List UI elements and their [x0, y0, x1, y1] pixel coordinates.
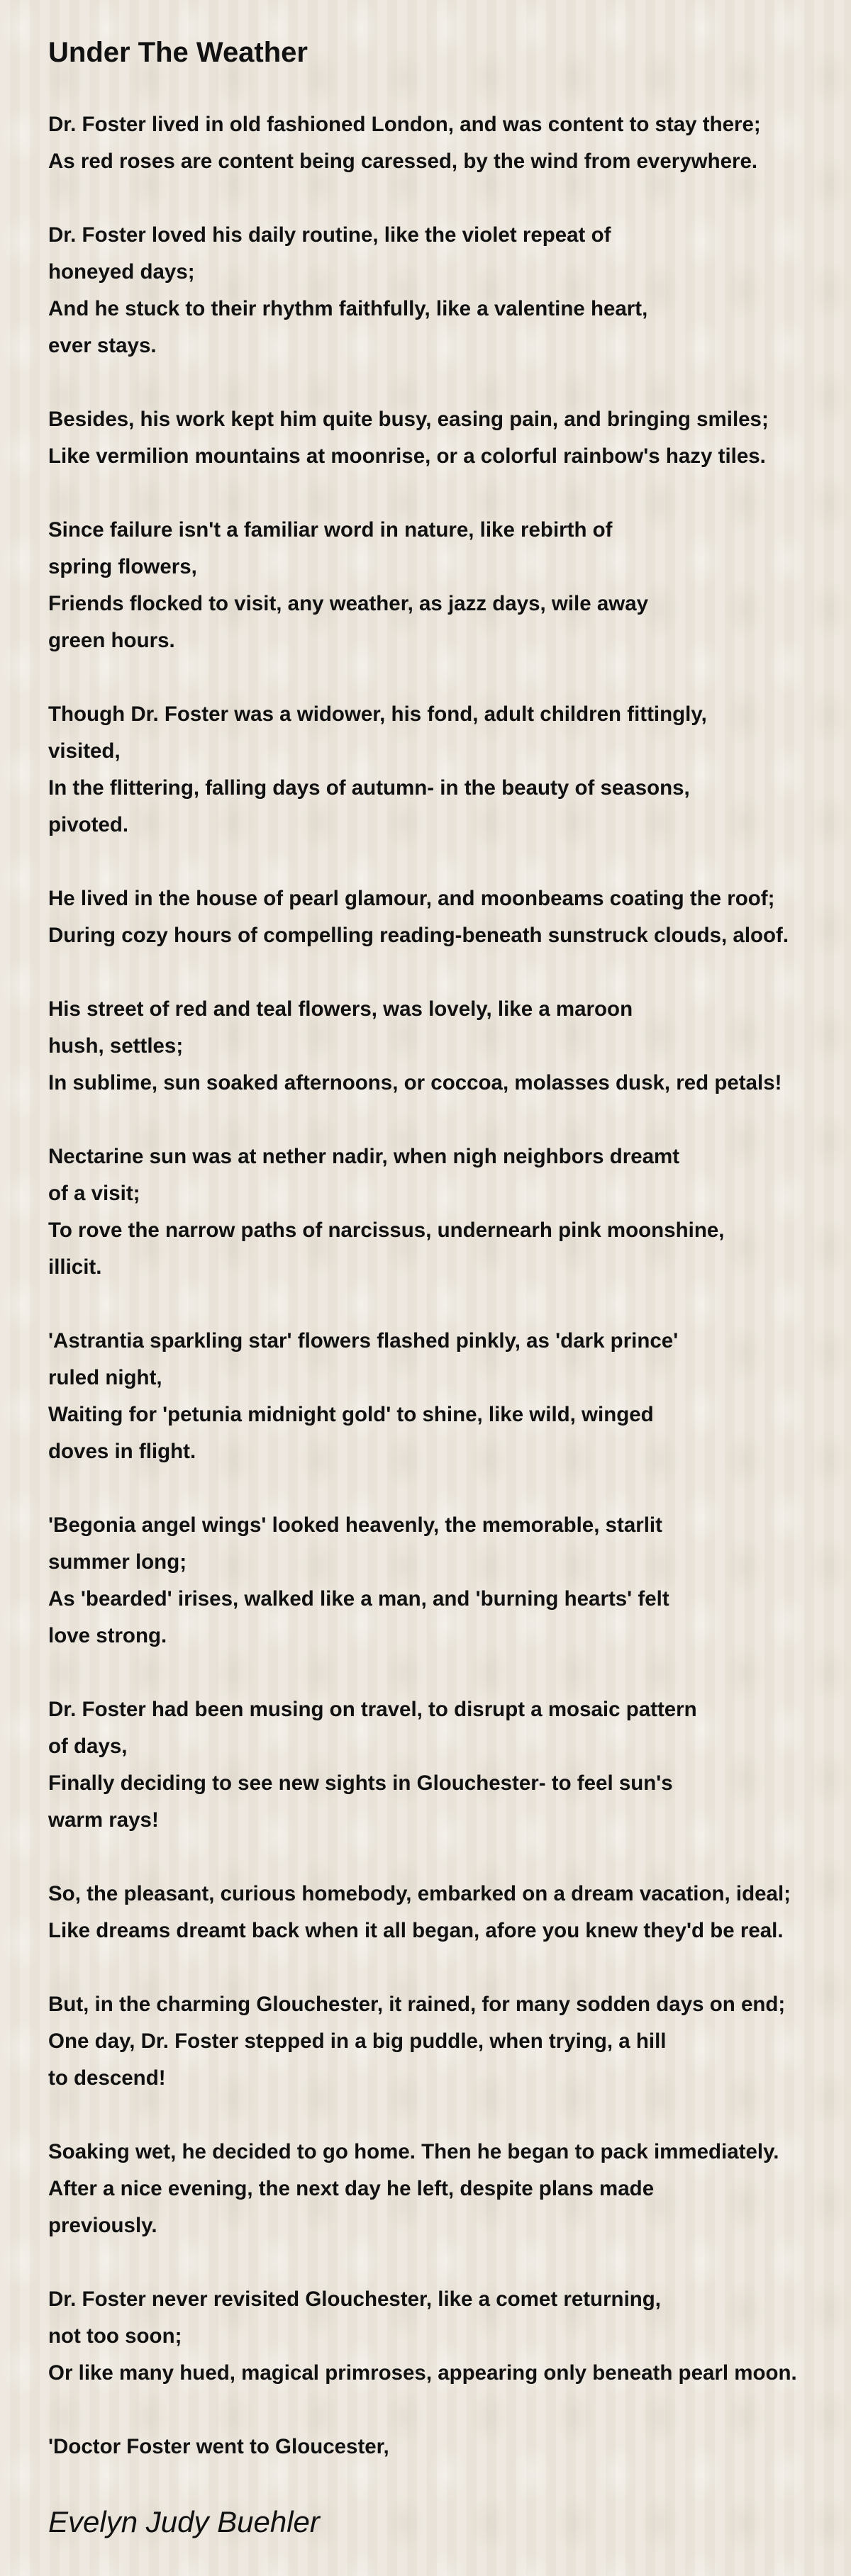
stanza — [48, 1323, 851, 1470]
poem-line: of a visit; — [48, 1182, 140, 1205]
poem-line: not too soon; — [48, 2324, 182, 2348]
poem-line: After a nice evening, the next day he left, despite plans made — [48, 2177, 655, 2200]
poem-line: pivoted. — [48, 813, 129, 836]
stanza — [48, 106, 851, 180]
poem-line: Dr. Foster never revisited Glouchester, like a comet returning, — [48, 2287, 661, 2311]
poem-line: summer long; — [48, 1550, 187, 1574]
poem-line: ruled night, — [48, 1366, 162, 1389]
poem-line: of days, — [48, 1735, 128, 1758]
poem-line: visited, — [48, 739, 121, 763]
poem-line: warm rays! — [48, 1808, 159, 1832]
poem-line: Like dreams dreamt back when it all began, afore you knew they'd be real. — [48, 1919, 784, 1942]
stanza — [48, 991, 851, 1102]
poem-line: Since failure isn't a familiar word in nature, like rebirth of — [48, 518, 613, 542]
poem-line: 'Doctor Foster went to Gloucester, — [48, 2435, 389, 2458]
poem-line: spring flowers, — [48, 555, 197, 578]
poem-line: illicit. — [48, 1255, 102, 1279]
stanza — [48, 880, 851, 954]
stanza — [48, 1507, 851, 1654]
poem-line: Besides, his work kept him quite busy, easing pain, and bringing smiles; — [48, 408, 769, 431]
stanza — [48, 401, 851, 475]
poem-line: honeyed days; — [48, 260, 195, 284]
poem-line: One day, Dr. Foster stepped in a big puddle, when trying, a hill — [48, 2029, 667, 2053]
poem-line: doves in flight. — [48, 1440, 196, 1463]
poem-line: love strong. — [48, 1624, 167, 1647]
stanza — [48, 217, 851, 364]
poem-line: green hours. — [48, 629, 175, 652]
poem-line: During cozy hours of compelling reading-beneath sunstruck clouds, aloof. — [48, 924, 789, 947]
poem-line: to descend! — [48, 2066, 166, 2090]
stanza — [48, 2134, 851, 2244]
poem-line: But, in the charming Glouchester, it rained, for many sodden days on end; — [48, 1993, 786, 2016]
poem-line: He lived in the house of pearl glamour, and moonbeams coating the roof; — [48, 887, 775, 910]
stanza — [48, 512, 851, 659]
poem-line: Dr. Foster had been musing on travel, to disrupt a mosaic pattern — [48, 1698, 697, 1721]
poem-line: 'Astrantia sparkling star' flowers flashed pinkly, as 'dark prince' — [48, 1329, 679, 1353]
stanza — [48, 1691, 851, 1839]
poem-title: Under The Weather — [48, 37, 308, 68]
poem-line: And he stuck to their rhythm faithfully, like a valentine heart, — [48, 297, 648, 320]
stanza — [48, 1986, 851, 2097]
poem-line: Dr. Foster lived in old fashioned London, and was content to stay there; — [48, 113, 761, 136]
poem-line: Like vermilion mountains at moonrise, or a colorful rainbow's hazy tiles. — [48, 444, 766, 468]
poem-body — [48, 106, 851, 2502]
poem-line: Waiting for 'petunia midnight gold' to shine, like wild, winged — [48, 1403, 654, 1426]
stanza — [48, 696, 851, 844]
stanza — [48, 2429, 851, 2465]
poem-line: previously. — [48, 2214, 157, 2237]
poem-line: As red roses are content being caressed, by the wind from everywhere. — [48, 150, 758, 173]
poem-line: In the flittering, falling days of autumn- in the beauty of seasons, — [48, 776, 690, 800]
poem-line: Soaking wet, he decided to go home. Then he began to pack immediately. — [48, 2140, 779, 2163]
poem-line: So, the pleasant, curious homebody, embarked on a dream vacation, ideal; — [48, 1882, 791, 1905]
poem-line: Dr. Foster loved his daily routine, like the violet repeat of — [48, 223, 611, 247]
poem-author[interactable]: Evelyn Judy Buehler — [48, 2505, 320, 2538]
poem-line: Though Dr. Foster was a widower, his fond, adult children fittingly, — [48, 702, 707, 726]
stanza — [48, 1876, 851, 1949]
poem-line: Nectarine sun was at nether nadir, when nigh neighbors dreamt — [48, 1145, 680, 1168]
poem-line: Finally deciding to see new sights in Glouchester- to feel sun's — [48, 1771, 673, 1795]
poem-line: Friends flocked to visit, any weather, as jazz days, wile away — [48, 592, 649, 615]
poem-line: hush, settles; — [48, 1034, 184, 1058]
stanza — [48, 2281, 851, 2392]
poem-line: His street of red and teal flowers, was lovely, like a maroon — [48, 997, 633, 1021]
poem-line: In sublime, sun soaked afternoons, or coccoa, molasses dusk, red petals! — [48, 1071, 782, 1094]
poem-line: ever stays. — [48, 334, 157, 357]
poem-line: 'Begonia angel wings' looked heavenly, the memorable, starlit — [48, 1513, 662, 1537]
poem-line: As 'bearded' irises, walked like a man, and 'burning hearts' felt — [48, 1587, 669, 1611]
poem-line: Or like many hued, magical primroses, appearing only beneath pearl moon. — [48, 2361, 797, 2385]
poem-line: To rove the narrow paths of narcissus, undernearh pink moonshine, — [48, 1219, 725, 1242]
stanza — [48, 1138, 851, 1286]
